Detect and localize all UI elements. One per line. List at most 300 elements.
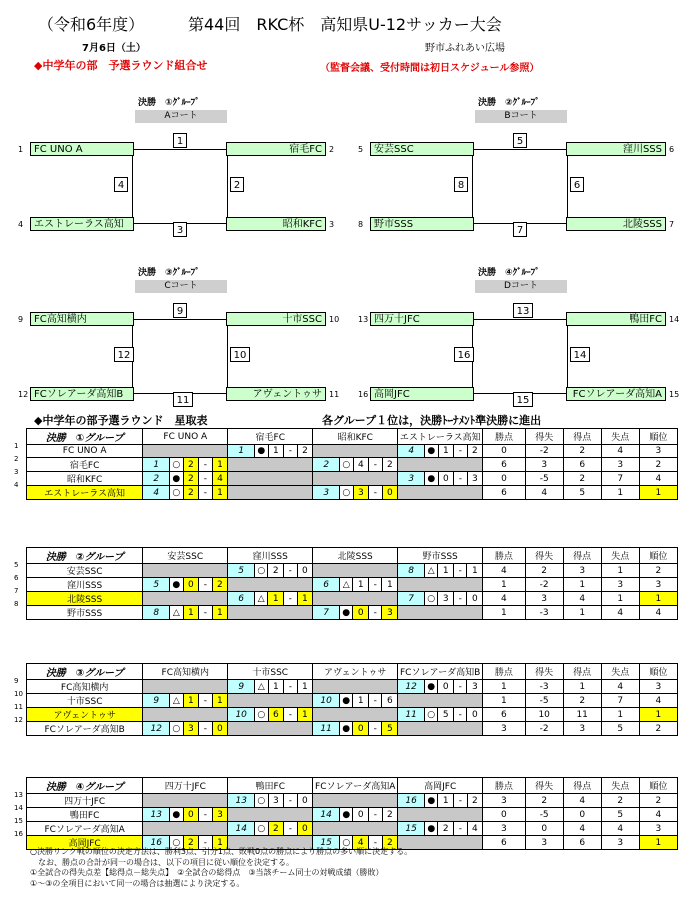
- stat-value: 4: [639, 606, 677, 620]
- match-number: 2: [143, 472, 170, 486]
- goals-for: 2: [183, 458, 199, 472]
- result-mark: ●: [340, 808, 353, 822]
- dash: -: [199, 722, 212, 736]
- standings-note: 各グループ１位は，決勝ﾄｰﾅﾒﾝﾄ準決勝に進出: [322, 414, 542, 427]
- dash: -: [199, 578, 212, 592]
- row-team-name: FC UNO A: [27, 445, 143, 458]
- stat-value: 2: [525, 564, 563, 578]
- match-number: 5: [143, 578, 170, 592]
- stat-value: 4: [601, 445, 639, 458]
- row-number: 13: [14, 791, 23, 799]
- team-name: 四万十JFC: [370, 312, 474, 326]
- goals-for: 0: [353, 808, 369, 822]
- column-team-name: 北陵SSS: [313, 548, 398, 564]
- column-team-name: FC高知横内: [143, 664, 228, 680]
- stat-value: 3: [483, 794, 526, 808]
- goals-against: 5: [382, 722, 398, 736]
- team-number: 2: [329, 145, 335, 154]
- column-team-name: 野市SSS: [398, 548, 483, 564]
- match-number: 12: [143, 722, 170, 736]
- result-mark: ●: [425, 680, 438, 694]
- group-square: [472, 149, 568, 224]
- goals-for: 3: [438, 592, 454, 606]
- goals-against: 0: [467, 708, 483, 722]
- team-name: 宿毛FC: [226, 142, 326, 156]
- stat-header: 得点: [563, 778, 601, 794]
- stat-value: 4: [563, 794, 601, 808]
- stat-value: 6: [483, 836, 526, 850]
- match-number: 13: [513, 303, 533, 318]
- standings-title: ◆中学年の部予選ラウンド 星取表: [34, 414, 208, 427]
- result-mark: ○: [170, 722, 183, 736]
- column-team-name: 安芸SSC: [143, 548, 228, 564]
- stat-value: -3: [525, 606, 563, 620]
- goals-for: 1: [353, 578, 369, 592]
- stat-value: 5: [601, 722, 639, 736]
- match-number: 3: [398, 472, 425, 486]
- goals-against: 3: [467, 680, 483, 694]
- group-square: [472, 319, 568, 394]
- stat-value: 3: [525, 836, 563, 850]
- dash: -: [284, 708, 297, 722]
- team-number: 13: [358, 315, 369, 324]
- goals-for: 0: [183, 808, 199, 822]
- match-number: 3: [173, 222, 187, 237]
- stat-value: 4: [563, 592, 601, 606]
- stat-value: 2: [639, 722, 677, 736]
- page-title: 第44回 RKC杯 高知県U-12サッカー大会: [188, 15, 502, 34]
- result-mark: ○: [255, 564, 268, 578]
- stat-value: 1: [639, 836, 677, 850]
- empty-cell: [143, 708, 228, 722]
- result-mark: ●: [340, 694, 353, 708]
- result-mark: ●: [255, 445, 268, 458]
- dash: -: [454, 822, 467, 836]
- stat-value: -5: [525, 694, 563, 708]
- dash: -: [369, 722, 382, 736]
- row-team-name: FCソレアーダ高知B: [27, 722, 143, 736]
- stat-value: 2: [639, 458, 677, 472]
- team-name: アヴェントゥサ: [226, 387, 326, 401]
- standings-table: [26, 663, 678, 736]
- column-team-name: アヴェントゥサ: [313, 664, 398, 680]
- column-team-name: エストレーラス高知: [398, 429, 483, 445]
- match-number: 13: [228, 794, 255, 808]
- result-mark: △: [255, 592, 268, 606]
- goals-for: 5: [438, 708, 454, 722]
- stat-value: 3: [639, 578, 677, 592]
- stat-header: 順位: [639, 548, 677, 564]
- diagonal-cell: [228, 578, 313, 592]
- team-name: FCソレアーダ高知B: [30, 387, 134, 401]
- stat-value: 4: [601, 822, 639, 836]
- row-number: 14: [14, 804, 23, 812]
- goals-against: 3: [467, 472, 483, 486]
- diagonal-cell: [228, 458, 313, 472]
- dash: -: [199, 458, 212, 472]
- stat-value: 5: [601, 808, 639, 822]
- stat-value: 1: [639, 592, 677, 606]
- stat-value: -3: [525, 680, 563, 694]
- stat-value: 4: [563, 822, 601, 836]
- match-number: 13: [143, 808, 170, 822]
- team-number: 9: [18, 315, 24, 324]
- stat-value: 0: [483, 472, 525, 486]
- goals-for: 1: [183, 606, 199, 620]
- team-name: FC UNO A: [30, 142, 134, 156]
- dash: -: [454, 794, 467, 808]
- goals-for: 0: [438, 680, 454, 694]
- row-team-name: 窪川SSS: [27, 578, 143, 592]
- court-label: Aコート: [135, 110, 227, 123]
- stat-value: 3: [525, 458, 563, 472]
- match-number: 2: [230, 177, 244, 192]
- stat-header: 失点: [601, 548, 639, 564]
- stat-value: 1: [483, 694, 525, 708]
- stat-value: 5: [563, 486, 601, 500]
- match-number: 10: [313, 694, 340, 708]
- dash: -: [369, 458, 382, 472]
- dash: -: [199, 836, 212, 850]
- stat-value: 3: [639, 680, 677, 694]
- team-number: 6: [669, 145, 675, 154]
- stat-value: 1: [563, 606, 601, 620]
- header-note: （監督会議、受付時間は初日スケジュール参照）: [320, 63, 540, 74]
- group-title: 決勝 ④ｸﾞﾙｰﾌﾟ: [478, 268, 540, 278]
- goals-against: 0: [297, 794, 313, 808]
- court-label: Cコート: [135, 280, 227, 293]
- dash: -: [284, 445, 297, 458]
- row-team-name: FC高知横内: [27, 680, 143, 694]
- stat-value: 2: [601, 794, 639, 808]
- team-name: 窪川SSS: [566, 142, 666, 156]
- stat-value: 4: [525, 486, 563, 500]
- row-team-name: 鴨田FC: [27, 808, 143, 822]
- stat-value: 3: [483, 822, 526, 836]
- team-name: 昭和KFC: [226, 217, 326, 231]
- goals-for: 0: [353, 722, 369, 736]
- goals-against: 0: [382, 486, 398, 500]
- match-number: 16: [454, 347, 474, 362]
- match-number: 15: [313, 836, 340, 850]
- dash: -: [369, 694, 382, 708]
- column-team-name: FCソレアーダ高知B: [398, 664, 483, 680]
- diagonal-cell: [313, 592, 398, 606]
- diagonal-cell: [313, 708, 398, 722]
- row-number: 4: [14, 481, 19, 489]
- team-number: 15: [669, 390, 680, 399]
- group-title: 決勝 ②ｸﾞﾙｰﾌﾟ: [478, 98, 540, 108]
- group-square: [132, 319, 228, 394]
- dash: -: [454, 564, 467, 578]
- group-title: 決勝 ③ｸﾞﾙｰﾌﾟ: [138, 268, 200, 278]
- goals-for: 2: [268, 822, 284, 836]
- goals-for: 4: [353, 458, 369, 472]
- goals-against: 2: [382, 458, 398, 472]
- result-mark: ●: [425, 445, 438, 458]
- team-name: エストレーラス高知: [30, 217, 134, 231]
- row-team-name: 北陵SSS: [27, 592, 143, 606]
- row-team-name: エストレーラス高知: [27, 486, 143, 500]
- goals-against: 1: [297, 708, 313, 722]
- result-mark: ○: [170, 486, 183, 500]
- team-number: 11: [329, 390, 340, 399]
- dash: -: [369, 836, 382, 850]
- match-number: 2: [313, 458, 340, 472]
- match-number: 10: [228, 708, 255, 722]
- match-number: 4: [398, 445, 425, 458]
- result-mark: ●: [425, 472, 438, 486]
- goals-for: 1: [183, 694, 199, 708]
- result-mark: ●: [170, 808, 183, 822]
- stat-value: -2: [525, 445, 563, 458]
- match-number: 8: [454, 177, 468, 192]
- match-number: 11: [398, 708, 425, 722]
- match-number: 15: [398, 822, 425, 836]
- dash: -: [284, 794, 297, 808]
- result-mark: ○: [255, 708, 268, 722]
- match-number: 14: [570, 347, 590, 362]
- dash: -: [199, 694, 212, 708]
- stat-value: 3: [525, 592, 563, 606]
- stat-value: 1: [483, 578, 525, 592]
- empty-cell: [313, 794, 398, 808]
- match-number: 9: [143, 694, 170, 708]
- stat-header: 順位: [639, 664, 677, 680]
- team-number: 1: [18, 145, 24, 154]
- goals-against: 6: [382, 694, 398, 708]
- goals-against: 1: [382, 578, 398, 592]
- column-team-name: 十市SSC: [228, 664, 313, 680]
- match-number: 10: [230, 347, 250, 362]
- match-number: 6: [313, 578, 340, 592]
- match-number: 6: [228, 592, 255, 606]
- goals-for: 0: [183, 578, 199, 592]
- dash: -: [369, 606, 382, 620]
- goals-against: 4: [212, 472, 228, 486]
- row-team-name: FCソレアーダ高知A: [27, 822, 143, 836]
- header-date: 7月6日（土）: [82, 43, 146, 54]
- goals-for: 2: [183, 486, 199, 500]
- empty-cell: [398, 578, 483, 592]
- stat-value: 0: [483, 808, 526, 822]
- stat-value: 4: [483, 592, 525, 606]
- match-number: 3: [313, 486, 340, 500]
- goals-against: 2: [467, 445, 483, 458]
- team-number: 8: [358, 220, 364, 229]
- stat-value: 1: [483, 680, 525, 694]
- dash: -: [199, 486, 212, 500]
- row-number: 10: [14, 690, 23, 698]
- row-number: 1: [14, 442, 19, 450]
- stat-value: 2: [639, 794, 677, 808]
- group-label: 決勝 ④グループ: [27, 778, 143, 794]
- group-diagram: [18, 93, 363, 273]
- empty-cell: [313, 680, 398, 694]
- result-mark: △: [170, 606, 183, 620]
- stat-header: 得失: [525, 429, 563, 445]
- match-number: 15: [513, 392, 533, 407]
- group-label: 決勝 ②グループ: [27, 548, 143, 564]
- diagonal-cell: [143, 794, 228, 808]
- result-mark: ○: [425, 592, 438, 606]
- match-number: 9: [228, 680, 255, 694]
- match-number: 12: [114, 347, 134, 362]
- group-diagram: [358, 93, 696, 273]
- team-name: 鴨田FC: [566, 312, 666, 326]
- column-team-name: FC UNO A: [143, 429, 228, 445]
- stat-value: 1: [639, 486, 677, 500]
- match-number: 4: [114, 177, 128, 192]
- row-number: 3: [14, 468, 19, 476]
- stat-value: 4: [639, 472, 677, 486]
- match-number: 5: [513, 133, 527, 148]
- goals-for: 1: [438, 445, 454, 458]
- diagonal-cell: [228, 694, 313, 708]
- result-mark: ○: [340, 836, 353, 850]
- match-number: 8: [143, 606, 170, 620]
- match-number: 16: [398, 794, 425, 808]
- match-number: 14: [228, 822, 255, 836]
- diagonal-cell: [398, 606, 483, 620]
- team-number: 16: [358, 390, 369, 399]
- dash: -: [199, 606, 212, 620]
- stat-value: 1: [563, 680, 601, 694]
- empty-cell: [228, 606, 313, 620]
- column-team-name: 昭和KFC: [313, 429, 398, 445]
- result-mark: △: [425, 564, 438, 578]
- goals-against: 1: [297, 680, 313, 694]
- stat-value: 1: [601, 486, 639, 500]
- row-number: 2: [14, 455, 19, 463]
- team-name: 野市SSS: [370, 217, 474, 231]
- goals-for: 0: [353, 606, 369, 620]
- row-number: 7: [14, 587, 19, 595]
- result-mark: ○: [340, 486, 353, 500]
- match-number: 11: [173, 392, 193, 407]
- stat-value: 4: [639, 694, 677, 708]
- stat-header: 得失: [525, 778, 563, 794]
- row-team-name: 野市SSS: [27, 606, 143, 620]
- column-team-name: 宿毛FC: [228, 429, 313, 445]
- goals-for: 1: [438, 564, 454, 578]
- row-team-name: 昭和KFC: [27, 472, 143, 486]
- stat-value: 6: [563, 458, 601, 472]
- stat-value: 0: [483, 445, 525, 458]
- goals-against: 1: [212, 486, 228, 500]
- column-team-name: 四万十JFC: [143, 778, 228, 794]
- stat-value: 1: [639, 708, 677, 722]
- stat-value: 3: [639, 822, 677, 836]
- match-number: 7: [398, 592, 425, 606]
- team-name: 安芸SSC: [370, 142, 474, 156]
- team-number: 3: [329, 220, 335, 229]
- header-subtitle: ◆中学年の部 予選ラウンド組合せ: [34, 59, 208, 72]
- stat-header: 勝点: [483, 778, 526, 794]
- goals-for: 0: [438, 472, 454, 486]
- dash: -: [369, 486, 382, 500]
- match-number: 16: [143, 836, 170, 850]
- dash: -: [369, 808, 382, 822]
- empty-cell: [398, 808, 483, 822]
- team-name: 北陵SSS: [566, 217, 666, 231]
- column-team-name: 鴨田FC: [228, 778, 313, 794]
- goals-for: 1: [268, 680, 284, 694]
- stat-value: -5: [525, 472, 563, 486]
- match-number: 9: [173, 303, 187, 318]
- result-mark: ○: [170, 836, 183, 850]
- stat-value: 1: [601, 708, 639, 722]
- result-mark: ●: [170, 472, 183, 486]
- goals-for: 6: [268, 708, 284, 722]
- goals-against: 2: [212, 578, 228, 592]
- goals-against: 0: [297, 822, 313, 836]
- row-number: 16: [14, 830, 23, 838]
- dash: -: [284, 564, 297, 578]
- dash: -: [199, 472, 212, 486]
- result-mark: ●: [425, 794, 438, 808]
- goals-for: 1: [268, 445, 284, 458]
- row-team-name: 高岡JFC: [27, 836, 143, 850]
- group-square: [132, 149, 228, 224]
- match-number: 12: [398, 680, 425, 694]
- diagonal-cell: [398, 486, 483, 500]
- stat-value: 3: [601, 578, 639, 592]
- diagonal-cell: [143, 564, 228, 578]
- dash: -: [284, 822, 297, 836]
- row-team-name: 宿毛FC: [27, 458, 143, 472]
- result-mark: ○: [255, 794, 268, 808]
- match-number: 1: [173, 133, 187, 148]
- stat-value: 4: [483, 564, 525, 578]
- footer-rules: ○決勝リンク戦の順位の決定方法は、勝利3点、引分1点、敗戦0点の勝点により勝点の多い順に決定する。 なお、勝点の合計が同一の場合は、以下の項目に従い順位を決定する。 ①全試合の得失点差【総得点－総失点】 ②全試合の総得点 ③当該チーム同士の対戦成績（勝敗） ①～③の全項目において同一の場合は抽選により決定する。: [30, 847, 413, 888]
- empty-cell: [143, 822, 228, 836]
- stat-value: -2: [525, 578, 563, 592]
- row-team-name: 安芸SSC: [27, 564, 143, 578]
- goals-against: 1: [297, 592, 313, 606]
- stat-header: 得失: [525, 664, 563, 680]
- stat-value: 4: [601, 606, 639, 620]
- stat-value: 3: [601, 458, 639, 472]
- goals-against: 1: [212, 836, 228, 850]
- goals-against: 3: [212, 808, 228, 822]
- stat-header: 勝点: [483, 664, 525, 680]
- dash: -: [454, 708, 467, 722]
- goals-against: 1: [467, 564, 483, 578]
- dash: -: [199, 808, 212, 822]
- goals-against: 0: [467, 592, 483, 606]
- stat-value: 3: [563, 564, 601, 578]
- goals-against: 2: [297, 445, 313, 458]
- stat-header: 順位: [639, 778, 677, 794]
- goals-for: 1: [268, 592, 284, 606]
- header-era: （令和6年度）: [38, 15, 145, 34]
- court-label: Bコート: [475, 110, 567, 123]
- stat-value: 1: [601, 592, 639, 606]
- goals-for: 1: [353, 694, 369, 708]
- diagonal-cell: [398, 722, 483, 736]
- stat-header: 失点: [601, 778, 639, 794]
- team-number: 12: [18, 390, 29, 399]
- stat-value: 0: [563, 808, 601, 822]
- empty-cell: [228, 486, 313, 500]
- diagonal-cell: [143, 680, 228, 694]
- row-number: 5: [14, 561, 19, 569]
- result-mark: ○: [170, 458, 183, 472]
- stat-value: 6: [483, 458, 525, 472]
- row-team-name: 四万十JFC: [27, 794, 143, 808]
- result-mark: ●: [340, 722, 353, 736]
